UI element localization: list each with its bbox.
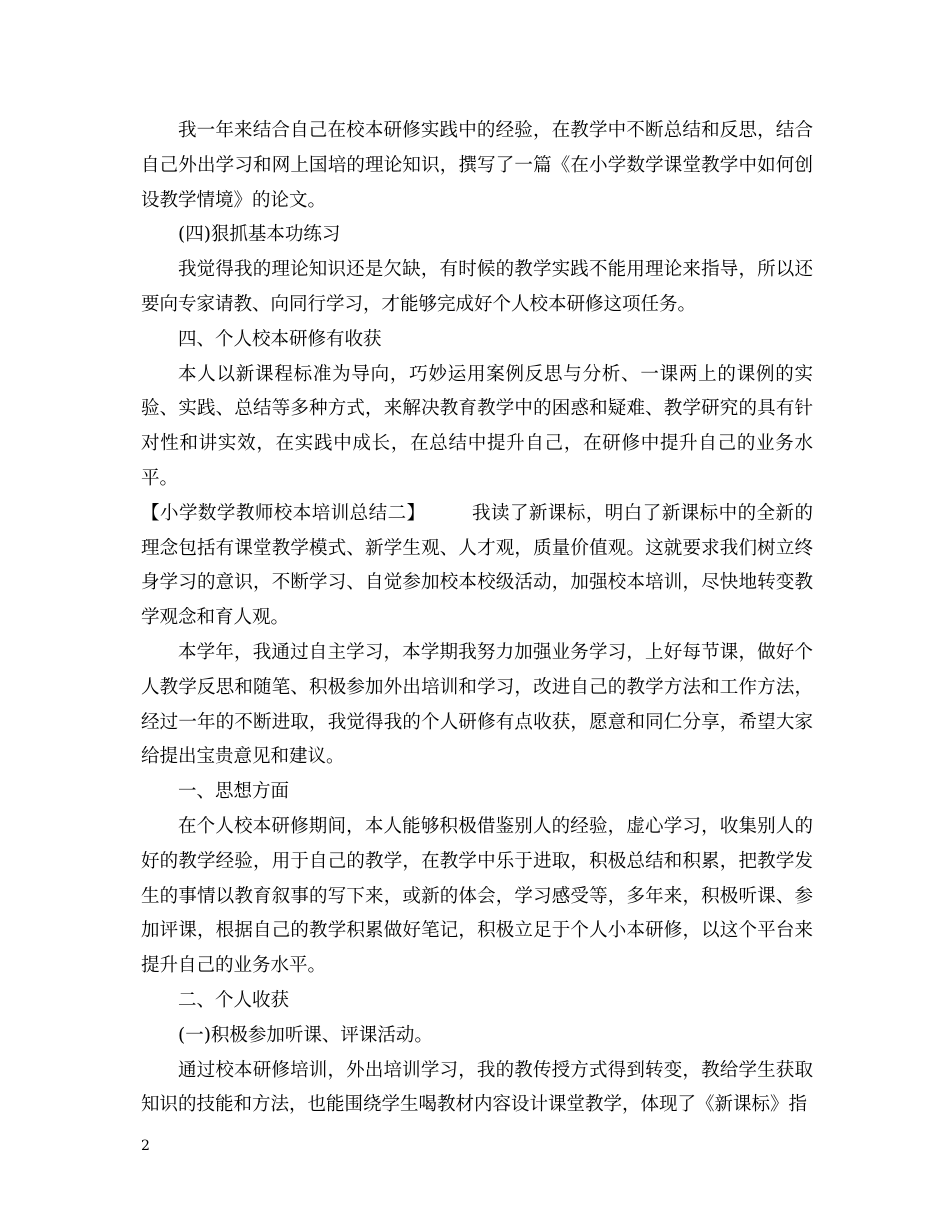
paragraph-summary-two — [141, 497, 813, 636]
section-heading-thought: 一、思想方面 — [178, 781, 290, 803]
summary-two-text: 我读了新课标，明白了新课标中的全新的理念包括有课堂教学模式、新学生观、人才观，质量价值观。这就要求我们树立终身学习的意识，不断学习、自觉参加校本校级活动，加强校本培训，尽快地转变教学观念和育人观。 — [141, 502, 813, 629]
paragraph-3: 本人以新课程标准为导向，巧妙运用案例反思与分析、一课两上的课例的实验、实践、总结等多种方式，来解决教育教学中的困惑和疑难、教学研究的具有针对性和讲实效，在实践中成长，在总结中提升自己，在研修中提升自己的业务水平。 — [141, 363, 813, 489]
subsection-heading-1: (一)积极参加听课、评课活动。 — [178, 1024, 433, 1046]
page-number: 2 — [141, 1138, 150, 1154]
paragraph-2: 我觉得我的理论知识还是欠缺，有时候的教学实践不能用理论来指导，所以还要向专家请教、向同行学习，才能够完成好个人校本研修这项任务。 — [141, 259, 813, 315]
summary-two-heading: 【小学数学教师校本培训总结二】 — [141, 502, 426, 524]
paragraph-5: 在个人校本研修期间，本人能够积极借鉴别人的经验，虚心学习，收集别人的好的教学经验，用于自己的教学，在教学中乐于进取，积极总结和积累，把教学发生的事情以教育叙事的写下来，或新的体会，学习感受等，多年来，积极听课、参加评课，根据自己的教学积累做好笔记，积极立足于个人小本研修，以这个平台来提升自己的业务水平。 — [141, 815, 813, 977]
paragraph-4: 本学年，我通过自主学习，本学期我努力加强业务学习，上好每节课，做好个人教学反思和随笔、积极参加外出培训和学习，改进自己的教学方法和工作方法，经过一年的不断进取，我觉得我的个人研修有点收获，愿意和同仁分享，希望大家给提出宝贵意见和建议。 — [141, 641, 813, 768]
paragraph-6: 通过校本研修培训，外出培训学习，我的教传授方式得到转变，教给学生获取知识的技能和方法，也能围绕学生喝教材内容设计课堂教学，体现了《新课标》指 — [141, 1059, 813, 1116]
section-heading-4: (四)狠抓基本功练习 — [178, 224, 341, 246]
paragraph-1: 我一年来结合自己在校本研修实践中的经验，在教学中不断总结和反思，结合自己外出学习和网上国培的理论知识，撰写了一篇《在小学数学课堂教学中如何创设教学情境》的论文。 — [141, 120, 813, 211]
section-heading-personal-gains: 二、个人收获 — [178, 989, 290, 1011]
section-heading-gains: 四、个人校本研修有收获 — [178, 328, 382, 350]
page-body — [141, 114, 813, 1123]
